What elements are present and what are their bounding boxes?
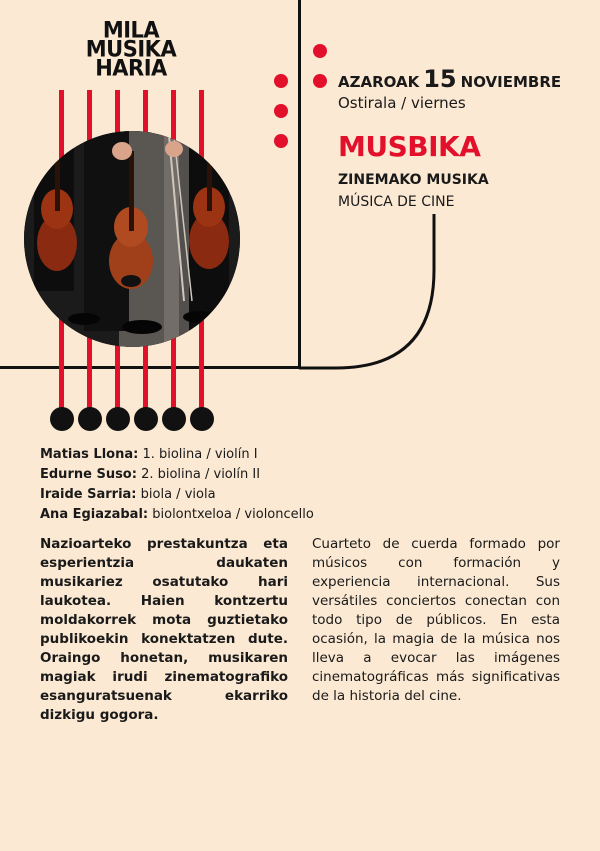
performer-name: Ana Egiazabal: — [40, 507, 149, 522]
performer-row — [40, 465, 314, 485]
performer-role: 2. biolina / violín II — [141, 467, 261, 482]
subtitle-spanish: MÚSICA DE CINE — [338, 194, 455, 210]
red-dot — [313, 74, 327, 88]
performer-name: Iraide Sarria: — [40, 487, 137, 502]
weekday: Ostirala / viernes — [338, 94, 466, 112]
event-date — [338, 65, 561, 93]
month-spanish: NOVIEMBRE — [460, 73, 562, 91]
description-basque: Nazioarteko prestakuntza eta esperientzia daukaten musikariez osatutako hari laukotea. Haien kontzertu moldakorrek mota guztietako publikoekin konektatzen dute. Oraingo honetan, musikaren magiak irudi zinematografiko esanguratsuenak ekarriko dizkigu gogora. — [40, 536, 288, 723]
performer-name: Matias Llona: — [40, 447, 139, 462]
red-dot — [274, 74, 288, 88]
red-dot — [274, 104, 288, 118]
logo-line: MILA — [102, 17, 160, 43]
performer-row — [40, 445, 314, 465]
performer-name: Edurne Suso: — [40, 467, 137, 482]
curve-decoration — [296, 214, 438, 372]
red-dot — [313, 44, 327, 58]
black-dot — [134, 407, 158, 431]
black-dot — [78, 407, 102, 431]
black-dot — [190, 407, 214, 431]
performer-row — [40, 505, 314, 525]
performer-role: 1. biolina / violín I — [142, 447, 258, 462]
performer-row — [40, 485, 314, 505]
violins-illustration — [24, 131, 240, 347]
performer-role: biola / viola — [140, 487, 216, 502]
subtitle-basque: ZINEMAKO MUSIKA — [338, 172, 489, 188]
horizontal-divider — [0, 366, 300, 369]
musicians-photo — [24, 131, 240, 347]
logo-line: HARIA — [95, 55, 167, 81]
logo — [66, 17, 196, 81]
black-dot — [162, 407, 186, 431]
red-dot — [274, 134, 288, 148]
performer-role: biolontxeloa / violoncello — [152, 507, 314, 522]
event-title: MUSBIKA — [338, 130, 481, 163]
logo-line: MUSIKA — [85, 36, 177, 62]
black-dot — [50, 407, 74, 431]
black-dot — [106, 407, 130, 431]
month-basque: AZAROAK — [338, 73, 420, 91]
day-number: 15 — [423, 65, 457, 93]
performers-list — [40, 445, 314, 525]
description-spanish: Cuarteto de cuerda formado por músicos con formación y experiencia internacional. Sus versátiles conciertos conectan con todo tipo de públicos. En esta ocasión, la magia de la música nos lleva a evocar las imágenes cinematográficas más significativas de la historia del cine. — [312, 536, 560, 704]
